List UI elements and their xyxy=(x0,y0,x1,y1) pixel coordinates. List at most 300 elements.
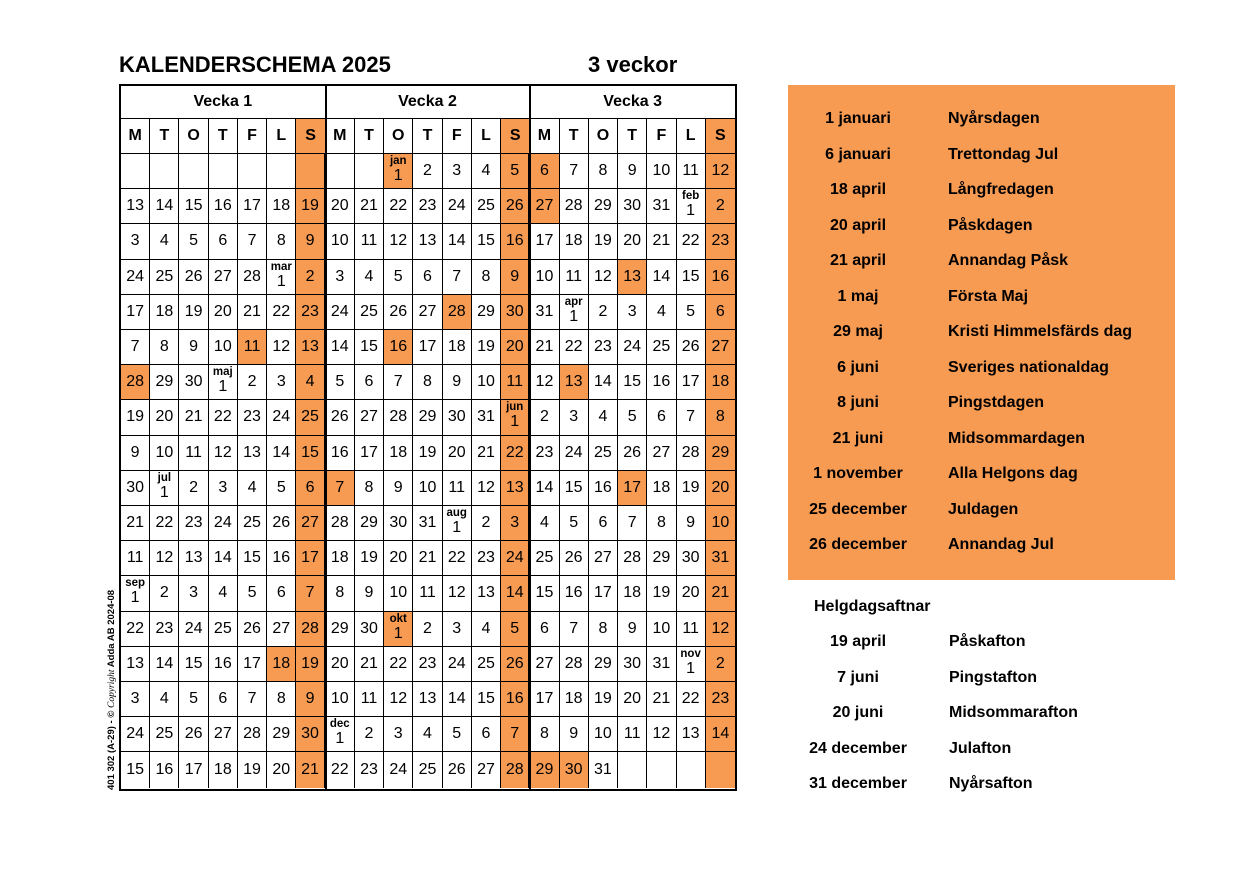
day-cell: 11 xyxy=(238,330,267,365)
day-cell: 30 xyxy=(618,647,647,682)
day-cell: 18 xyxy=(560,682,589,717)
day-letter: L xyxy=(677,119,706,154)
holiday-date: 7 juni xyxy=(837,668,879,686)
day-cell: 14 xyxy=(209,541,238,576)
day-cell: 4 xyxy=(472,612,501,647)
day-cell: 26 xyxy=(267,506,296,541)
day-cell: 9 xyxy=(355,576,384,611)
holiday-date: 6 juni xyxy=(837,358,879,376)
day-cell: 19 xyxy=(296,647,325,682)
day-cell: 18 xyxy=(384,436,413,471)
day-cell: 13 xyxy=(618,260,647,295)
day-cell: 4 xyxy=(530,506,559,541)
day-cell: 23 xyxy=(530,436,559,471)
holiday-name: Midsommarafton xyxy=(949,704,1078,721)
day-cell: 14 xyxy=(267,436,296,471)
day-cell: 2 xyxy=(706,647,735,682)
day-cell: 5 xyxy=(384,260,413,295)
day-cell: 22 xyxy=(677,682,706,717)
day-cell: 11 xyxy=(121,541,150,576)
day-cell xyxy=(267,260,296,295)
day-cell: 15 xyxy=(472,682,501,717)
day-cell: 11 xyxy=(677,154,706,189)
holiday-name: Nyårsdagen xyxy=(948,110,1040,127)
day-cell: 14 xyxy=(501,576,530,611)
day-cell: 26 xyxy=(384,295,413,330)
day-cell: 7 xyxy=(618,506,647,541)
day-number: 1 xyxy=(452,519,462,536)
copyright-code: 401 302 (A-29) - © xyxy=(106,710,117,790)
holiday-name: Annandag Jul xyxy=(948,536,1054,553)
day-cell: 6 xyxy=(413,260,442,295)
holiday-date: 24 december xyxy=(809,739,907,757)
day-cell: 16 xyxy=(589,471,618,506)
day-cell: 6 xyxy=(209,682,238,717)
day-cell: 30 xyxy=(179,365,208,400)
day-cell: 23 xyxy=(706,224,735,259)
holiday-name: Juldagen xyxy=(948,500,1019,518)
day-cell: 21 xyxy=(647,682,676,717)
day-letter: O xyxy=(589,119,618,154)
day-cell xyxy=(677,647,706,682)
day-cell: 22 xyxy=(560,330,589,365)
day-letter: M xyxy=(326,119,355,154)
day-cell xyxy=(355,154,384,189)
day-cell: 19 xyxy=(355,541,384,576)
day-cell: 4 xyxy=(238,471,267,506)
day-number: 1 xyxy=(510,413,520,431)
day-cell: 15 xyxy=(121,752,150,787)
day-cell: 12 xyxy=(209,436,238,471)
day-cell: 20 xyxy=(326,647,355,682)
day-cell: 27 xyxy=(530,189,559,224)
day-cell: 8 xyxy=(150,330,179,365)
day-cell: 24 xyxy=(326,295,355,330)
day-cell: 17 xyxy=(530,224,559,259)
day-cell: 13 xyxy=(501,471,530,506)
day-cell xyxy=(209,154,238,189)
day-cell: 18 xyxy=(267,189,296,224)
day-letter: S xyxy=(501,119,530,154)
day-cell: 6 xyxy=(355,365,384,400)
month-label: maj xyxy=(212,366,233,379)
day-cell: 23 xyxy=(706,682,735,717)
day-cell: 16 xyxy=(501,224,530,259)
holiday-date: 1 maj xyxy=(837,287,879,305)
day-cell: 14 xyxy=(530,471,559,506)
day-cell: 25 xyxy=(355,295,384,330)
holiday-name: Påskafton xyxy=(949,633,1026,650)
holiday-name: Påskdagen xyxy=(948,216,1033,234)
day-cell: 19 xyxy=(589,224,618,259)
day-cell: 16 xyxy=(209,647,238,682)
day-cell: 22 xyxy=(121,612,150,647)
day-cell: 10 xyxy=(530,260,559,295)
day-cell: 11 xyxy=(179,436,208,471)
day-cell: 3 xyxy=(501,506,530,541)
day-cell: 20 xyxy=(618,224,647,259)
day-cell: 6 xyxy=(530,612,559,647)
holiday-date: 1 november xyxy=(813,465,903,482)
day-cell: 20 xyxy=(501,330,530,365)
day-letter: T xyxy=(618,119,647,154)
day-cell: 20 xyxy=(326,189,355,224)
day-cell: 3 xyxy=(326,260,355,295)
month-label: okt xyxy=(389,612,407,625)
day-cell: 10 xyxy=(326,682,355,717)
day-cell: 28 xyxy=(238,260,267,295)
day-cell: 19 xyxy=(179,295,208,330)
week-header: Vecka 2 xyxy=(326,86,531,119)
day-cell: 21 xyxy=(647,224,676,259)
day-cell: 2 xyxy=(706,189,735,224)
holiday-name: Pingstafton xyxy=(949,668,1037,686)
month-label: aug xyxy=(446,507,467,519)
holiday-date: 19 april xyxy=(829,633,887,650)
day-letter: S xyxy=(296,119,325,154)
month-label: jun xyxy=(506,401,524,414)
day-cell: 23 xyxy=(150,612,179,647)
day-cell: 3 xyxy=(443,612,472,647)
day-cell: 21 xyxy=(296,752,325,787)
day-letter: O xyxy=(384,119,413,154)
copyright-company: Adda AB xyxy=(106,627,117,668)
day-cell: 5 xyxy=(677,295,706,330)
day-cell: 22 xyxy=(267,295,296,330)
day-number: 1 xyxy=(335,730,345,748)
day-cell: 27 xyxy=(267,612,296,647)
day-cell: 16 xyxy=(384,330,413,365)
day-cell: 19 xyxy=(296,189,325,224)
day-cell xyxy=(706,752,735,787)
day-cell: 9 xyxy=(560,717,589,752)
day-cell: 27 xyxy=(706,330,735,365)
day-cell: 7 xyxy=(560,154,589,189)
day-cell: 22 xyxy=(150,506,179,541)
day-cell: 10 xyxy=(150,436,179,471)
day-cell: 10 xyxy=(413,471,442,506)
day-cell: 14 xyxy=(326,330,355,365)
day-letter: T xyxy=(413,119,442,154)
holiday-name: Långfredagen xyxy=(948,181,1054,198)
day-cell: 30 xyxy=(296,717,325,752)
day-cell xyxy=(618,752,647,787)
day-cell: 20 xyxy=(618,682,647,717)
day-cell: 22 xyxy=(384,189,413,224)
day-letter: F xyxy=(443,119,472,154)
day-cell: 6 xyxy=(267,576,296,611)
day-cell: 5 xyxy=(501,154,530,189)
day-cell: 24 xyxy=(443,647,472,682)
day-cell: 15 xyxy=(355,330,384,365)
day-cell: 9 xyxy=(501,260,530,295)
day-cell: 25 xyxy=(589,436,618,471)
day-cell: 11 xyxy=(501,365,530,400)
day-cell: 29 xyxy=(706,436,735,471)
day-cell: 15 xyxy=(560,471,589,506)
day-cell: 28 xyxy=(501,752,530,787)
day-cell: 17 xyxy=(618,471,647,506)
day-cell: 23 xyxy=(589,330,618,365)
day-cell: 6 xyxy=(472,717,501,752)
month-label: sep xyxy=(125,577,146,590)
day-letter: L xyxy=(472,119,501,154)
day-cell: 4 xyxy=(150,682,179,717)
day-cell: 4 xyxy=(472,154,501,189)
day-cell: 22 xyxy=(384,647,413,682)
holiday-name: Julafton xyxy=(949,739,1012,757)
day-letter: F xyxy=(647,119,676,154)
day-cell: 26 xyxy=(501,189,530,224)
day-cell: 28 xyxy=(443,295,472,330)
day-cell: 17 xyxy=(238,189,267,224)
day-cell: 9 xyxy=(121,436,150,471)
day-cell: 23 xyxy=(179,506,208,541)
holiday-name: Sveriges nationaldag xyxy=(948,358,1109,376)
day-cell: 6 xyxy=(647,400,676,435)
day-cell: 7 xyxy=(560,612,589,647)
day-cell: 10 xyxy=(472,365,501,400)
day-cell: 13 xyxy=(472,576,501,611)
day-cell: 24 xyxy=(501,541,530,576)
day-cell: 28 xyxy=(677,436,706,471)
day-cell: 13 xyxy=(677,717,706,752)
day-cell: 17 xyxy=(296,541,325,576)
holiday-date: 25 december xyxy=(809,500,907,518)
day-cell: 6 xyxy=(589,506,618,541)
month-label: jan xyxy=(389,155,407,167)
day-cell: 4 xyxy=(209,576,238,611)
day-cell: 10 xyxy=(326,224,355,259)
day-cell: 15 xyxy=(238,541,267,576)
day-number: 1 xyxy=(393,624,403,642)
day-cell: 26 xyxy=(179,717,208,752)
day-number: 1 xyxy=(218,378,228,396)
holiday-date: 18 april xyxy=(829,181,887,198)
day-cell xyxy=(677,752,706,787)
day-cell: 9 xyxy=(618,612,647,647)
day-letter: T xyxy=(355,119,384,154)
day-number: 1 xyxy=(569,307,579,325)
holiday-name: Alla Helgons dag xyxy=(948,465,1078,482)
month-label: dec xyxy=(329,718,350,731)
day-cell: 15 xyxy=(618,365,647,400)
day-cell: 8 xyxy=(267,682,296,717)
day-cell: 24 xyxy=(267,400,296,435)
week-separator xyxy=(325,86,327,789)
day-cell: 16 xyxy=(560,576,589,611)
day-cell: 2 xyxy=(589,295,618,330)
day-letter: O xyxy=(179,119,208,154)
week-header: Vecka 3 xyxy=(530,86,735,119)
day-cell: 21 xyxy=(121,506,150,541)
holiday-date: 20 april xyxy=(829,216,887,234)
day-cell: 7 xyxy=(443,260,472,295)
day-cell: 13 xyxy=(179,541,208,576)
day-cell: 30 xyxy=(677,541,706,576)
day-cell: 5 xyxy=(560,506,589,541)
holiday-name: Nyårsafton xyxy=(949,775,1033,792)
day-cell: 31 xyxy=(530,295,559,330)
day-cell: 25 xyxy=(530,541,559,576)
day-cell: 29 xyxy=(589,189,618,224)
day-cell: 4 xyxy=(647,295,676,330)
day-cell: 29 xyxy=(267,717,296,752)
day-cell: 2 xyxy=(150,576,179,611)
day-cell: 25 xyxy=(472,189,501,224)
day-number: 1 xyxy=(686,202,696,220)
day-cell: 17 xyxy=(677,365,706,400)
day-cell: 14 xyxy=(647,260,676,295)
day-cell: 8 xyxy=(706,400,735,435)
day-cell: 9 xyxy=(179,330,208,365)
day-cell: 12 xyxy=(267,330,296,365)
day-cell: 8 xyxy=(647,506,676,541)
day-cell: 2 xyxy=(413,612,442,647)
calendar-grid xyxy=(119,84,737,791)
day-cell: 13 xyxy=(238,436,267,471)
day-cell: 14 xyxy=(706,717,735,752)
day-cell: 2 xyxy=(530,400,559,435)
day-cell: 21 xyxy=(355,647,384,682)
day-cell: 8 xyxy=(413,365,442,400)
day-cell: 16 xyxy=(647,365,676,400)
day-cell: 9 xyxy=(618,154,647,189)
day-cell: 16 xyxy=(209,189,238,224)
day-cell: 31 xyxy=(706,541,735,576)
day-cell: 11 xyxy=(355,682,384,717)
day-cell: 10 xyxy=(384,576,413,611)
day-cell: 31 xyxy=(647,189,676,224)
day-cell: 31 xyxy=(413,506,442,541)
day-cell: 25 xyxy=(472,647,501,682)
day-cell: 15 xyxy=(296,436,325,471)
day-cell xyxy=(326,154,355,189)
day-cell: 16 xyxy=(501,682,530,717)
day-cell: 30 xyxy=(121,471,150,506)
day-cell: 26 xyxy=(560,541,589,576)
day-cell: 16 xyxy=(267,541,296,576)
eves-title: Helgdagsaftnar xyxy=(814,598,931,615)
day-cell: 7 xyxy=(384,365,413,400)
holiday-name: Pingstdagen xyxy=(948,394,1045,411)
day-cell: 27 xyxy=(209,717,238,752)
day-cell: 31 xyxy=(472,400,501,435)
day-cell xyxy=(179,154,208,189)
day-letter: M xyxy=(121,119,150,154)
day-cell: 18 xyxy=(443,330,472,365)
day-letter: T xyxy=(560,119,589,154)
day-letter: T xyxy=(150,119,179,154)
day-cell: 6 xyxy=(530,154,559,189)
day-cell: 26 xyxy=(618,436,647,471)
day-cell: 10 xyxy=(209,330,238,365)
day-cell: 21 xyxy=(238,295,267,330)
day-cell: 19 xyxy=(589,682,618,717)
day-cell: 23 xyxy=(355,752,384,787)
page-title: KALENDERSCHEMA 2025 xyxy=(119,52,391,77)
day-cell: 25 xyxy=(296,400,325,435)
day-number: 1 xyxy=(393,167,403,184)
day-cell: 8 xyxy=(472,260,501,295)
day-letter: T xyxy=(209,119,238,154)
day-cell: 15 xyxy=(179,189,208,224)
day-cell: 5 xyxy=(443,717,472,752)
day-cell: 18 xyxy=(150,295,179,330)
day-cell: 28 xyxy=(238,717,267,752)
day-cell: 27 xyxy=(413,295,442,330)
day-cell: 24 xyxy=(443,189,472,224)
day-cell: 19 xyxy=(238,752,267,787)
day-cell: 5 xyxy=(326,365,355,400)
day-cell: 25 xyxy=(413,752,442,787)
day-cell xyxy=(150,154,179,189)
day-cell: 3 xyxy=(209,471,238,506)
day-cell: 27 xyxy=(296,506,325,541)
day-cell: 19 xyxy=(677,471,706,506)
day-cell: 3 xyxy=(267,365,296,400)
holiday-date: 21 juni xyxy=(832,429,884,447)
day-cell: 14 xyxy=(443,682,472,717)
day-cell: 17 xyxy=(413,330,442,365)
day-cell: 22 xyxy=(209,400,238,435)
day-cell: 19 xyxy=(413,436,442,471)
day-cell: 4 xyxy=(150,224,179,259)
day-cell xyxy=(501,400,530,435)
day-cell: 23 xyxy=(413,647,442,682)
day-cell: 27 xyxy=(530,647,559,682)
day-cell xyxy=(296,154,325,189)
day-cell: 3 xyxy=(179,576,208,611)
day-cell: 26 xyxy=(501,647,530,682)
holiday-date: 21 april xyxy=(829,252,887,269)
day-cell: 2 xyxy=(296,260,325,295)
day-cell: 23 xyxy=(238,400,267,435)
day-cell: 15 xyxy=(677,260,706,295)
day-cell: 28 xyxy=(560,189,589,224)
copyright-italic: Copyright xyxy=(107,669,117,709)
day-cell xyxy=(647,752,676,787)
week-header: Vecka 1 xyxy=(121,86,326,119)
day-cell: 13 xyxy=(296,330,325,365)
day-cell: 27 xyxy=(589,541,618,576)
holiday-name: Trettondag Jul xyxy=(948,145,1059,163)
day-cell: 23 xyxy=(296,295,325,330)
day-cell: 29 xyxy=(589,647,618,682)
day-cell: 21 xyxy=(706,576,735,611)
month-label: nov xyxy=(680,647,701,660)
day-cell: 29 xyxy=(150,365,179,400)
day-cell: 11 xyxy=(560,260,589,295)
day-cell: 12 xyxy=(530,365,559,400)
day-cell: 6 xyxy=(209,224,238,259)
day-cell: 27 xyxy=(472,752,501,787)
day-cell: 17 xyxy=(355,436,384,471)
day-cell: 13 xyxy=(560,365,589,400)
day-cell: 15 xyxy=(179,647,208,682)
day-cell: 7 xyxy=(238,224,267,259)
day-cell: 2 xyxy=(413,154,442,189)
month-label: jul xyxy=(157,471,172,484)
day-cell: 19 xyxy=(121,400,150,435)
day-cell: 3 xyxy=(121,682,150,717)
holiday-name: Midsommardagen xyxy=(948,429,1085,447)
day-cell: 25 xyxy=(238,506,267,541)
day-cell: 13 xyxy=(413,224,442,259)
day-cell: 26 xyxy=(443,752,472,787)
day-number: 1 xyxy=(686,659,696,677)
day-cell: 21 xyxy=(472,436,501,471)
